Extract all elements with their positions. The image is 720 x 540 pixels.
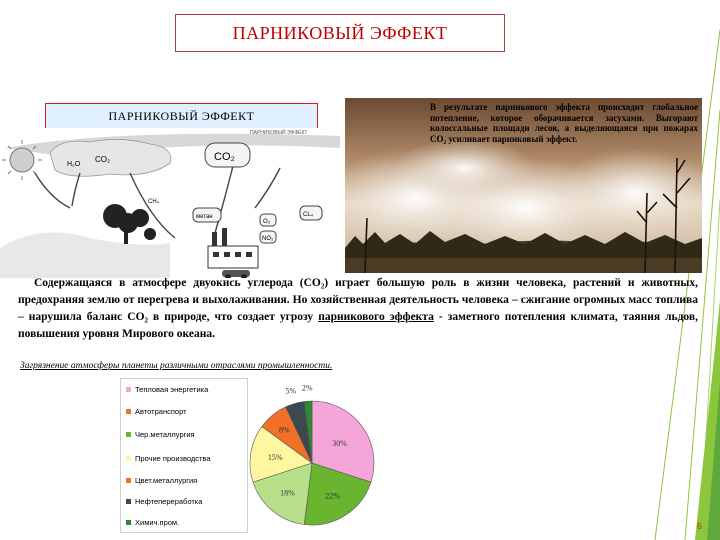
legend-label: Нефтепереработка — [135, 497, 203, 506]
slide-title: ПАРНИКОВЫЙ ЭФФЕКТ — [175, 14, 505, 52]
paragraph-text-before: Содержащаяся в атмосфере двуокись углерода (CO₂) играет большую роль в жизни человека, растений и животных, предохраняя землю от перегрева и выхолаживания. Но хозяйственная деятельность человека – сжигание огромных масс топлива – нарушила баланс CO₂ в природе, что создает угрозу — [18, 277, 698, 323]
pie-data-label: 8% — [278, 425, 290, 435]
page-number: 6 — [697, 521, 703, 531]
pie-data-label: 22% — [325, 491, 340, 501]
legend-item — [126, 454, 211, 463]
pie-chart — [248, 380, 398, 540]
label-o3: O₃ — [263, 219, 271, 225]
legend-item — [126, 518, 179, 527]
legend-swatch — [126, 478, 131, 483]
legend-swatch — [126, 456, 131, 461]
photo-caption: В результате парникового эффекта происходит глобальное потепление, которое оборачивается засухами. Выгорают колоссальные площади лесов, а выделяющаяся при пожарах CO₂ усиливает парниковый эффект. — [430, 102, 698, 144]
label-co2-top: CO₂ — [95, 155, 111, 164]
pie-data-label: 15% — [267, 453, 283, 463]
main-paragraph — [18, 275, 698, 343]
pie-data-label: 18% — [280, 488, 295, 498]
label-no2: NO₂ — [262, 236, 274, 242]
legend-item — [126, 430, 195, 439]
legend-item — [126, 497, 202, 506]
pollution-caption: Загрязнение атмосферы планеты различными отраслями промышленности. — [20, 361, 333, 371]
legend-swatch — [126, 499, 131, 504]
legend-item — [126, 385, 208, 394]
legend-label: Тепловая энергетика — [135, 385, 209, 394]
chart-legend — [120, 378, 248, 533]
legend-swatch — [126, 432, 131, 437]
legend-label: Цвет.металлургия — [135, 476, 198, 485]
greenhouse-link[interactable]: парникового эффекта — [318, 311, 434, 323]
label-methane: метан — [196, 214, 213, 220]
legend-item — [126, 476, 197, 485]
pie-data-label: 5% — [285, 386, 297, 396]
cloud — [50, 139, 171, 176]
label-h2o: H₂O — [67, 161, 81, 168]
legend-label: Автотранспорт — [135, 407, 187, 416]
greenhouse-diagram — [0, 128, 345, 278]
legend-label: Прочие производства — [135, 454, 211, 463]
legend-swatch — [126, 520, 131, 525]
label-cl4: CL₄ — [303, 212, 314, 218]
legend-label: Чер.металлургия — [135, 430, 195, 439]
paragraph-text-after: - заметного потепления климата, таяния льдов, повышения уровня Мирового океана. — [18, 311, 698, 340]
label-co2-box: CO₂ — [214, 151, 235, 163]
legend-label: Химич.пром. — [135, 518, 180, 527]
pie-data-label: 30% — [332, 438, 347, 448]
legend-item — [126, 407, 187, 416]
legend-swatch — [126, 387, 131, 392]
legend-swatch — [126, 409, 131, 414]
diagram-title: ПАРНИКОВЫЙ ЭФФЕКТ — [45, 103, 318, 129]
diagram-header-label: ПАРНИКОВЫЙ ЭФФЕКТ — [250, 130, 308, 136]
pie-data-label: 2% — [301, 383, 313, 393]
label-ch4: CH₄ — [148, 199, 160, 205]
